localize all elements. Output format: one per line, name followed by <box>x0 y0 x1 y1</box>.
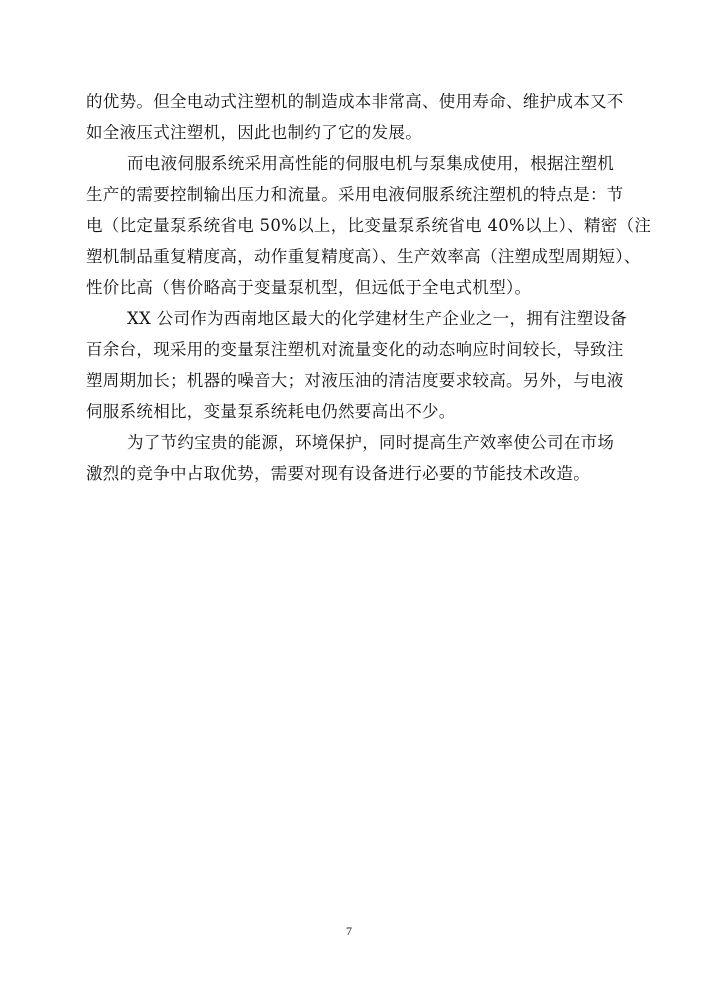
page-number: 7 <box>346 924 352 938</box>
paragraph-2-line-2: 生产的需要控制输出压力和流量。采用电液伺服系统注塑机的特点是：节 <box>86 185 624 204</box>
paragraph-2-line-3: 电（比定量泵系统省电 50%以上，比变量泵系统省电 40%以上）、精密（注 <box>86 216 652 235</box>
paragraph-2-line-4: 塑机制品重复精度高，动作重复精度高）、生产效率高（注塑成型周期短）、 <box>86 247 641 266</box>
paragraph-4-line-1: 为了节约宝贵的能源，环境保护，同时提高生产效率使公司在市场 <box>127 433 615 452</box>
paragraph-3-line-1: XX 公司作为西南地区最大的化学建材生产企业之一，拥有注塑设备 <box>127 309 628 328</box>
paragraph-1-line-1: 的优势。但全电动式注塑机的制造成本非常高、使用寿命、维护成本又不 <box>86 92 624 111</box>
paragraph-3-line-4: 伺服系统相比，变量泵系统耗电仍然要高出不少。 <box>86 402 456 421</box>
paragraph-2-line-5: 性价比高（售价略高于变量泵机型，但远低于全电式机型）。 <box>86 278 532 297</box>
paragraph-1-line-2: 如全液压式注塑机，因此也制约了它的发展。 <box>86 123 422 142</box>
paragraph-3-line-3: 塑周期加长；机器的噪音大；对液压油的清洁度要求较高。另外，与电液 <box>86 371 624 390</box>
paragraph-4-line-2: 激烈的竞争中占取优势，需要对现有设备进行必要的节能技术改造。 <box>86 464 590 483</box>
paragraph-3-line-2: 百余台，现采用的变量泵注塑机对流量变化的动态响应时间较长，导致注 <box>86 340 624 359</box>
paragraph-2-line-1: 而电液伺服系统采用高性能的伺服电机与泵集成使用，根据注塑机 <box>127 154 615 173</box>
